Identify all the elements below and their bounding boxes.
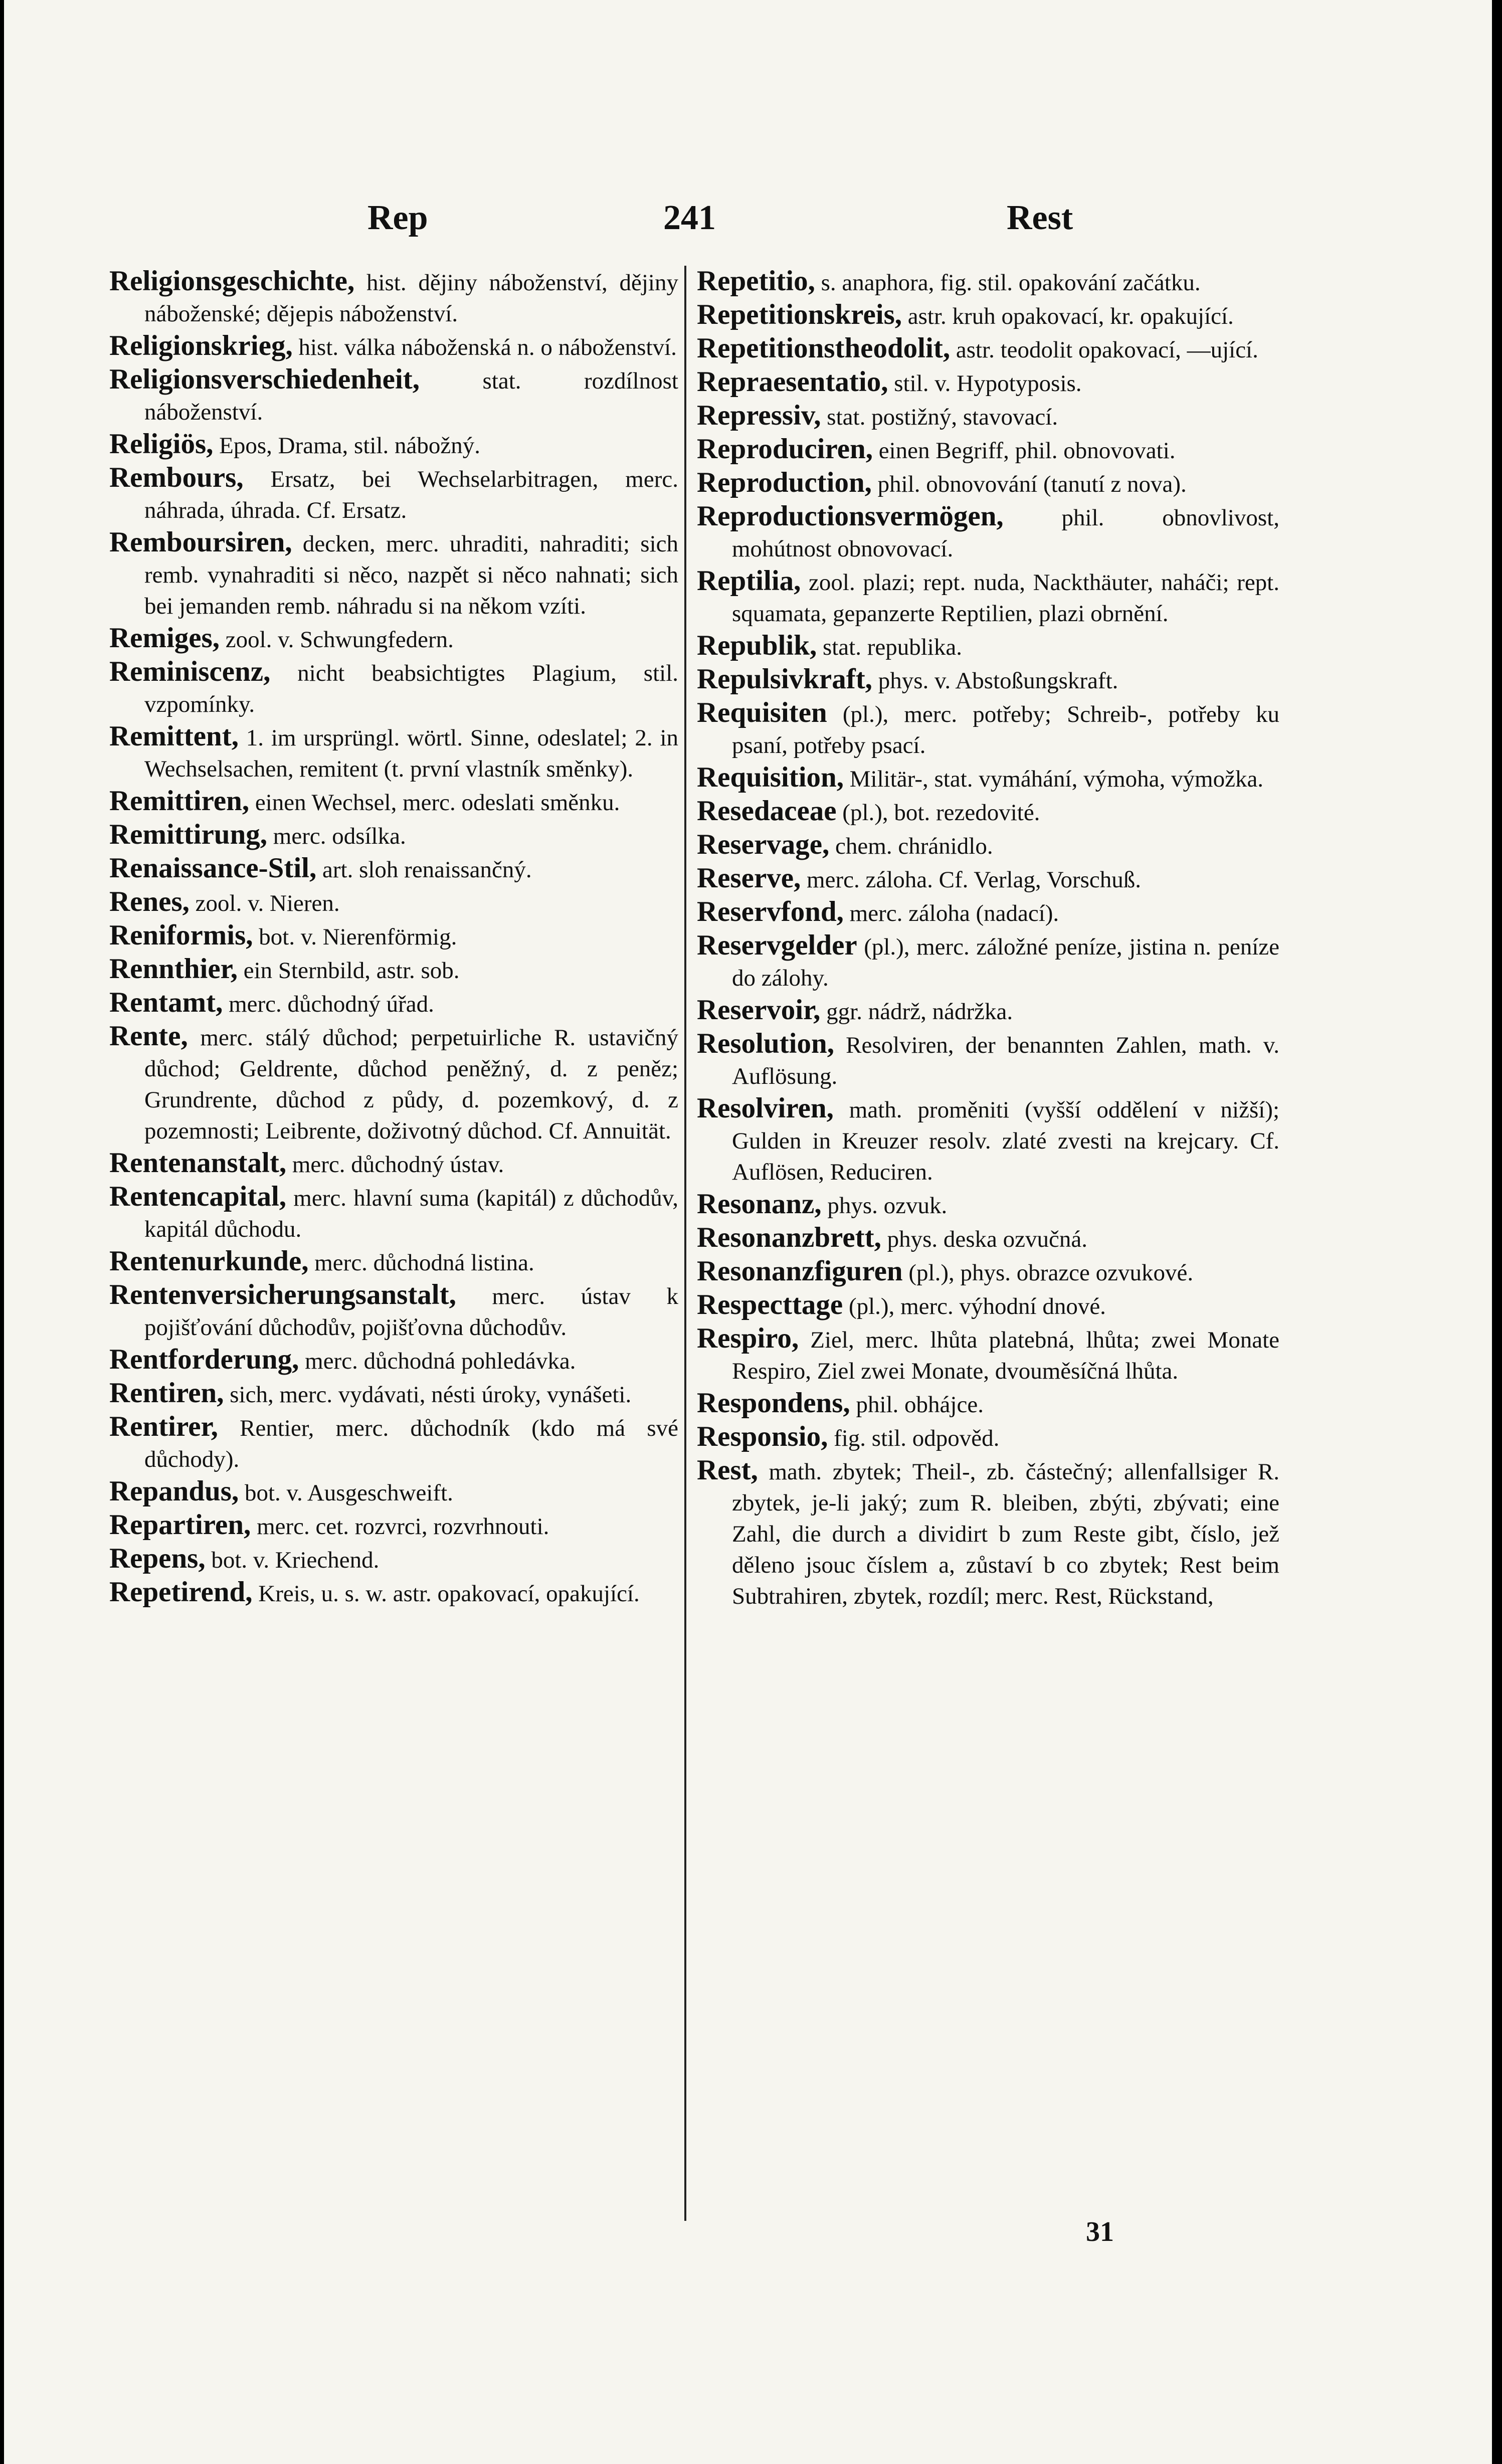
entry-definition: chem. chránidlo. (829, 833, 993, 859)
entry-headword: Rest, (697, 1454, 758, 1486)
entry-headword: Resonanzbrett, (697, 1222, 881, 1253)
entry-definition: Rentier, merc. důchodník (kdo má své důchody). (144, 1415, 678, 1472)
dictionary-entry (109, 429, 678, 461)
entry-headword: Reservage, (697, 829, 830, 860)
dictionary-entry (109, 1344, 678, 1377)
entry-definition: bot. v. Kriechend. (205, 1547, 380, 1573)
entry-definition: nicht beabsichtigtes Plagium, stil. vzpomínky. (144, 660, 678, 717)
entry-definition: Kreis, u. s. w. astr. opakovací, opakující. (252, 1581, 640, 1607)
entry-definition: einen Begriff, phil. obnovovati. (873, 438, 1176, 464)
entry-headword: Reserve, (697, 862, 801, 894)
entry-headword: Remittirung, (109, 819, 268, 850)
entry-definition: merc. důchodná listina. (308, 1250, 534, 1276)
dictionary-entry (109, 1148, 678, 1180)
entry-headword: Rente, (109, 1020, 188, 1052)
left-column (109, 266, 678, 1610)
entry-definition: ggr. nádrž, nádržka. (820, 999, 1013, 1025)
dictionary-entry (697, 863, 1279, 895)
dictionary-entry (697, 434, 1279, 466)
dictionary-entry (109, 1476, 678, 1508)
entry-headword: Reservgelder (697, 929, 857, 961)
entry-definition: merc. důchodný ústav. (286, 1152, 504, 1178)
entry-headword: Reproduciren, (697, 433, 873, 465)
dictionary-entry (697, 664, 1279, 696)
header-left-guide-word: Rep (367, 199, 428, 237)
dictionary-entry (697, 1189, 1279, 1221)
entry-headword: Rembours, (109, 462, 244, 493)
page-number: 241 (663, 199, 716, 237)
entry-definition: stil. v. Hypotyposis. (888, 370, 1082, 397)
entry-definition: phys. deska ozvučná. (881, 1226, 1087, 1252)
entry-definition: (pl.), phys. obrazce ozvukové. (902, 1260, 1194, 1286)
dictionary-entry (697, 1093, 1279, 1188)
entry-definition: (pl.), merc. potřeby; Schreib-, potřeby ku psaní, potřeby psací. (732, 701, 1279, 759)
dictionary-entry (697, 501, 1279, 564)
entry-headword: Rentencapital, (109, 1181, 287, 1212)
dictionary-entry (697, 630, 1279, 663)
entry-definition: merc. stálý důchod; perpetuirliche R. ustavičný důchod; Geldrente, důchod peněžný, d. z peněz; Grundrente, důchod z půdy, d. pozemkový, d. z pozemnosti; Leibrente, doživotný důchod. Cf. Annuität. (144, 1025, 678, 1144)
entry-headword: Repulsivkraft, (697, 663, 872, 695)
entry-headword: Repraesentatio, (697, 366, 888, 398)
dictionary-entry (109, 1509, 678, 1542)
entry-headword: Respondens, (697, 1387, 850, 1419)
entry-headword: Reptilia, (697, 565, 801, 597)
entry-headword: Rentamt, (109, 987, 223, 1018)
entry-definition: (pl.), merc. výhodní dnové. (843, 1293, 1106, 1319)
entry-headword: Repetitionstheodolit, (697, 332, 951, 364)
entry-headword: Reservoir, (697, 994, 821, 1026)
dictionary-entry (697, 1289, 1279, 1322)
dictionary-entry (109, 656, 678, 720)
entry-headword: Religionsgeschichte, (109, 265, 355, 297)
page-header (4, 198, 1492, 243)
entry-definition: 1. im ursprüngl. wörtl. Sinne, odeslatel; 2. in Wechselsachen, remitent (t. první vlastník směnky). (144, 725, 678, 782)
entry-definition: sich, merc. vydávati, nésti úroky, vynášeti. (224, 1382, 632, 1408)
entry-definition: Militär-, stat. vymáhání, výmoha, výmožka. (844, 766, 1264, 792)
dictionary-entry (697, 1323, 1279, 1387)
entry-definition: (pl.), bot. rezedovité. (836, 800, 1040, 826)
dictionary-entry (109, 364, 678, 428)
entry-definition: merc. důchodný úřad. (223, 991, 434, 1017)
entry-headword: Rentenversicherungsanstalt, (109, 1279, 456, 1310)
entry-headword: Reservfond, (697, 896, 844, 927)
dictionary-entry (109, 954, 678, 986)
dictionary-entry (697, 697, 1279, 761)
entry-definition: phil. obhájce. (850, 1392, 984, 1418)
entry-definition: fig. stil. odpověd. (828, 1425, 1000, 1451)
entry-headword: Respiro, (697, 1322, 799, 1354)
dictionary-entry (109, 1279, 678, 1343)
dictionary-entry (109, 721, 678, 785)
dictionary-entry (109, 819, 678, 852)
entry-headword: Resolviren, (697, 1092, 834, 1124)
entry-definition: astr. teodolit opakovací, —ující. (950, 337, 1258, 363)
entry-definition: phys. ozvuk. (821, 1193, 948, 1219)
entry-definition: merc. záloha (nadací). (843, 900, 1059, 926)
entry-definition: merc. záloha. Cf. Verlag, Vorschuß. (801, 867, 1142, 893)
entry-headword: Religionskrieg, (109, 330, 293, 361)
right-column (697, 266, 1279, 1613)
entry-headword: Repressiv, (697, 400, 821, 431)
dictionary-entry (109, 527, 678, 622)
entry-definition: (pl.), merc. záložné peníze, jistina n. peníze do zálohy. (732, 934, 1279, 991)
dictionary-entry (697, 1256, 1279, 1288)
entry-headword: Remittiren, (109, 785, 250, 817)
entry-definition: phil. obnovlivost, mohútnost obnovovací. (732, 505, 1279, 562)
dictionary-entry (109, 1021, 678, 1147)
entry-definition: Resolviren, der benannten Zahlen, math. v. Auflösung. (732, 1032, 1279, 1089)
entry-definition: s. anaphora, fig. stil. opakování začátku. (815, 270, 1201, 296)
entry-definition: bot. v. Ausgeschweift. (239, 1480, 453, 1506)
dictionary-entry (109, 1543, 678, 1576)
entry-definition: merc. cet. rozvrci, rozvrhnouti. (251, 1513, 549, 1540)
entry-headword: Repetitionskreis, (697, 299, 902, 330)
entry-definition: phys. v. Abstoßungskraft. (872, 668, 1118, 694)
entry-definition: decken, merc. uhraditi, nahraditi; sich remb. vynahraditi si něco, nazpět si něco nahnati; sich bei jemanden remb. náhradu si na někom vzíti. (144, 531, 678, 619)
entry-definition: stat. postižný, stavovací. (821, 404, 1058, 430)
entry-headword: Reniformis, (109, 919, 253, 951)
dictionary-entry (697, 896, 1279, 929)
entry-definition: astr. kruh opakovací, kr. opakující. (902, 303, 1234, 329)
dictionary-entry (697, 930, 1279, 994)
entry-definition: bot. v. Nierenförmig. (253, 924, 457, 950)
header-right-guide-word: Rest (1007, 199, 1073, 237)
entry-headword: Responsio, (697, 1421, 828, 1452)
entry-definition: math. proměniti (vyšší oddělení v nižší); Gulden in Kreuzer resolv. zlaté zvesti na krejcary. Cf. Auflösen, Reduciren. (732, 1097, 1279, 1185)
entry-headword: Repandus, (109, 1475, 239, 1507)
dictionary-entry (109, 1246, 678, 1278)
dictionary-entry (109, 853, 678, 885)
entry-headword: Rentenanstalt, (109, 1147, 287, 1179)
dictionary-entry (109, 987, 678, 1020)
entry-headword: Renaissance-Stil, (109, 852, 317, 884)
entry-headword: Reproductionsvermögen, (697, 500, 1004, 532)
entry-headword: Resolution, (697, 1028, 834, 1059)
entry-definition: hist. válka náboženská n. o náboženství. (292, 334, 677, 360)
entry-headword: Republik, (697, 630, 817, 661)
entry-definition: einen Wechsel, merc. odeslati směnku. (249, 790, 620, 816)
entry-headword: Religiös, (109, 428, 214, 460)
entry-headword: Resonanzfiguren (697, 1255, 903, 1287)
entry-headword: Remittent, (109, 720, 239, 752)
entry-definition: art. sloh renaissančný. (316, 857, 532, 883)
dictionary-entry (109, 1577, 678, 1609)
dictionary-entry (109, 462, 678, 526)
dictionary-entry (109, 886, 678, 919)
entry-definition: stat. rozdílnost náboženství. (144, 368, 678, 425)
dictionary-entry (697, 829, 1279, 862)
dictionary-entry (697, 1388, 1279, 1420)
dictionary-entry (697, 333, 1279, 365)
entry-headword: Repartiren, (109, 1509, 251, 1541)
dictionary-entry (697, 796, 1279, 828)
entry-definition: math. zbytek; Theil-, zb. částečný; allenfallsiger R. zbytek, je-li jaký; zum R. bleiben, zbýti, zbývati; eine Zahl, die durch a dividirt b zum Reste gibt, číslo, jež děleno jsouc číslem a, zůstaví b co zbytek; Rest beim Subtrahiren, zbytek, rozdíl; merc. Rest, Rückstand, (732, 1459, 1279, 1609)
dictionary-entry (697, 1222, 1279, 1255)
dictionary-entry (697, 1028, 1279, 1092)
entry-definition: zool. plazi; rept. nuda, Nackthäuter, naháči; rept. squamata, gepanzerte Reptilien, plazi obrnění. (732, 570, 1279, 627)
entry-definition: ein Sternbild, astr. sob. (238, 958, 460, 984)
entry-headword: Rentenurkunde, (109, 1245, 309, 1277)
entry-headword: Religionsverschiedenheit, (109, 363, 420, 395)
dictionary-entry (109, 1378, 678, 1410)
entry-headword: Requisiten (697, 697, 827, 728)
entry-definition: Ersatz, bei Wechselarbitragen, merc. náhrada, úhrada. Cf. Ersatz. (144, 466, 678, 523)
entry-headword: Repens, (109, 1543, 206, 1574)
entry-definition: Ziel, merc. lhůta platebná, lhůta; zwei Monate Respiro, Ziel zwei Monate, dvouměsíčná lhůta. (732, 1327, 1279, 1384)
dictionary-entry (109, 330, 678, 363)
entry-headword: Repetirend, (109, 1576, 253, 1608)
entry-definition: merc. hlavní suma (kapitál) z důchodův, kapitál důchodu. (144, 1185, 678, 1242)
entry-headword: Rentiren, (109, 1377, 224, 1409)
entry-definition: merc. odsílka. (267, 823, 406, 849)
entry-definition: Epos, Drama, stil. nábožný. (213, 433, 480, 459)
dictionary-entry (697, 565, 1279, 629)
entry-headword: Respecttage (697, 1289, 843, 1320)
entry-definition: hist. dějiny náboženství, dějiny náboženské; dějepis náboženství. (144, 270, 678, 327)
entry-headword: Reminiscenz, (109, 656, 271, 687)
dictionary-page (4, 0, 1492, 2464)
dictionary-entry (697, 995, 1279, 1027)
entry-headword: Rentforderung, (109, 1344, 299, 1375)
dictionary-entry (697, 467, 1279, 500)
entry-headword: Repetitio, (697, 265, 815, 297)
column-divider (684, 266, 686, 2221)
dictionary-entry (109, 786, 678, 818)
dictionary-entry (697, 762, 1279, 795)
entry-headword: Rennthier, (109, 953, 238, 985)
entry-definition: stat. republika. (817, 634, 962, 660)
dictionary-entry (109, 1411, 678, 1475)
entry-definition: merc. ústav k pojišťování důchodův, pojišťovna důchodův. (144, 1283, 678, 1341)
entry-headword: Remboursiren, (109, 526, 292, 558)
entry-headword: Resedaceae (697, 795, 837, 827)
dictionary-entry (109, 623, 678, 655)
entry-definition: zool. v. Nieren. (189, 890, 340, 916)
entry-headword: Rentirer, (109, 1411, 218, 1442)
dictionary-entry (697, 400, 1279, 433)
entry-headword: Remiges, (109, 622, 220, 654)
entry-definition: merc. důchodná pohledávka. (299, 1348, 576, 1374)
entry-headword: Renes, (109, 886, 190, 917)
dictionary-entry (697, 266, 1279, 298)
dictionary-entry (109, 1181, 678, 1245)
entry-headword: Requisition, (697, 762, 844, 793)
dictionary-entry (697, 1455, 1279, 1612)
dictionary-entry (697, 366, 1279, 399)
dictionary-entry (109, 266, 678, 329)
dictionary-entry (109, 920, 678, 953)
signature-mark: 31 (1086, 2216, 1114, 2247)
entry-definition: phil. obnovování (tanutí z nova). (871, 471, 1187, 497)
dictionary-entry (697, 1421, 1279, 1454)
entry-definition: zool. v. Schwungfedern. (220, 627, 454, 653)
dictionary-entry (697, 299, 1279, 332)
entry-headword: Reproduction, (697, 467, 872, 498)
entry-headword: Resonanz, (697, 1188, 822, 1220)
